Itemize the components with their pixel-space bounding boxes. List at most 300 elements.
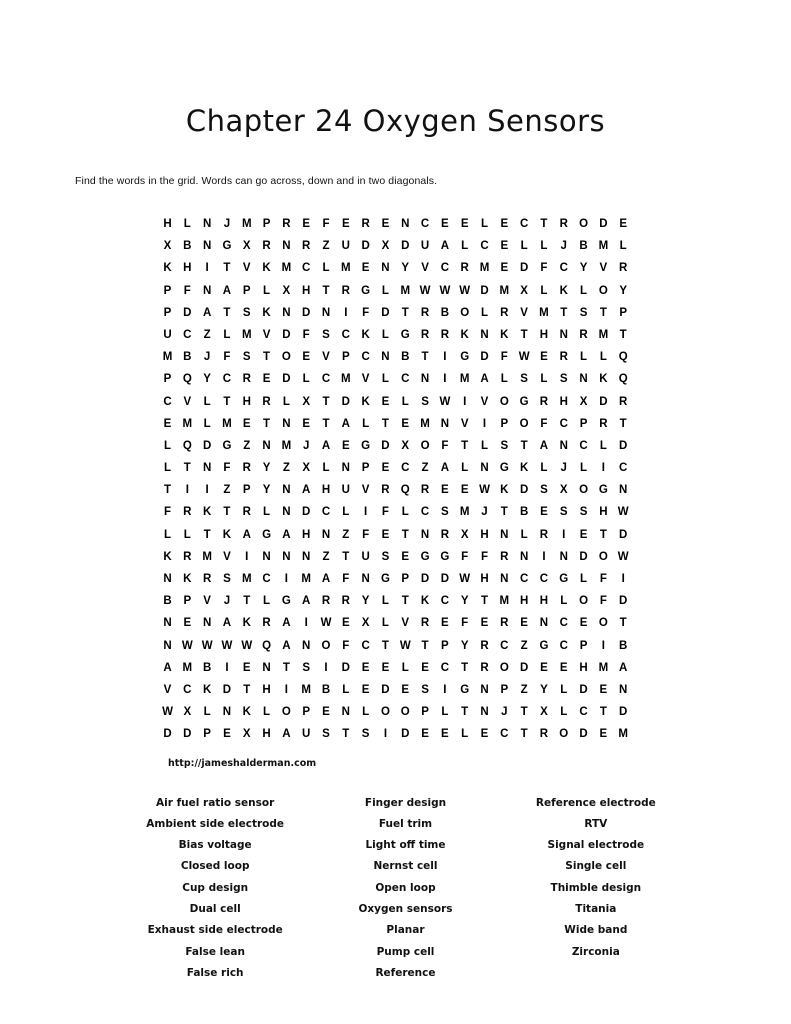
grid-row — [161, 657, 631, 679]
grid-cell: F — [461, 617, 469, 630]
grid-cell: A — [202, 306, 212, 319]
grid-cell: C — [559, 262, 568, 275]
grid-cell: X — [183, 706, 192, 719]
grid-cell: K — [599, 373, 608, 386]
grid-cell: T — [421, 351, 429, 364]
grid-cell: L — [461, 240, 469, 253]
grid-cell: E — [341, 439, 350, 452]
grid-cell: U — [420, 240, 430, 253]
grid-cell: J — [203, 351, 211, 364]
grid-cell: S — [559, 506, 568, 519]
grid-cell: T — [401, 306, 409, 319]
grid-cell: G — [559, 573, 569, 585]
grid-cell: N — [202, 462, 212, 475]
grid-cell: L — [381, 617, 389, 630]
grid-cell: L — [183, 218, 191, 230]
grid-cell: E — [381, 528, 390, 541]
grid-cell: R — [262, 395, 271, 408]
grid-cell: B — [519, 506, 529, 519]
grid-cell: N — [420, 528, 430, 541]
grid-cell: O — [519, 417, 529, 430]
grid-cell: J — [501, 706, 508, 719]
grid-cell: M — [301, 683, 311, 696]
grid-cell: W — [181, 639, 193, 652]
grid-cell: M — [341, 373, 351, 386]
grid-cell: M — [182, 417, 193, 430]
grid-cell: C — [302, 262, 311, 275]
grid-cell: D — [420, 573, 430, 585]
word-list-item: Planar — [386, 924, 425, 937]
grid-cell: Q — [182, 373, 192, 386]
grid-cell: L — [263, 506, 271, 519]
grid-cell: J — [560, 240, 567, 253]
grid-cell: X — [302, 395, 311, 408]
grid-cell: M — [598, 328, 609, 341]
instructions-text: Find the words in the grid. Words can go across, down and in two diagonals. — [75, 175, 438, 187]
grid-cell: G — [361, 439, 371, 452]
word-list-item: False lean — [185, 945, 245, 958]
grid-cell: E — [460, 218, 469, 230]
grid-cell: C — [440, 661, 450, 674]
word-list-item: Fuel trim — [378, 817, 433, 830]
grid-cell: I — [205, 484, 209, 497]
grid-cell: D — [222, 683, 232, 696]
grid-row — [161, 413, 631, 435]
grid-cell: L — [322, 462, 330, 475]
grid-cell: V — [262, 328, 271, 341]
grid-cell: A — [282, 639, 291, 652]
grid-cell: R — [539, 395, 549, 408]
grid-cell: E — [460, 484, 469, 497]
grid-cell: M — [598, 661, 609, 674]
word-list-item: Reference — [375, 966, 436, 979]
grid-cell: K — [242, 617, 251, 630]
grid-cell: E — [421, 661, 429, 674]
grid-cell: I — [621, 573, 625, 585]
grid-cell: F — [302, 328, 310, 341]
grid-cell: R — [599, 417, 608, 430]
grid-cell: K — [183, 573, 192, 585]
grid-cell: K — [163, 550, 172, 563]
grid-cell: N — [361, 573, 370, 585]
grid-cell: X — [242, 240, 251, 253]
grid-cell: J — [223, 595, 231, 608]
grid-cell: R — [559, 218, 568, 230]
grid-cell: E — [540, 506, 548, 519]
grid-cell: T — [560, 306, 568, 319]
grid-cell: G — [400, 328, 410, 341]
grid-cell: I — [284, 573, 288, 585]
grid-cell: N — [282, 417, 291, 430]
grid-cell: T — [461, 439, 469, 452]
grid-cell: L — [540, 373, 548, 386]
grid-cell: G — [539, 639, 549, 652]
grid-cell: J — [302, 439, 310, 452]
grid-cell: L — [163, 462, 172, 475]
word-list-item: Exhaust side electrode — [147, 924, 283, 937]
grid-cell: D — [480, 351, 489, 364]
grid-cell: I — [185, 484, 189, 497]
grid-cell: T — [540, 218, 548, 230]
grid-cell: R — [242, 373, 251, 386]
grid-cell: F — [322, 218, 330, 230]
grid-cell: L — [401, 661, 409, 674]
grid-cell: V — [460, 417, 469, 430]
grid-row — [161, 546, 631, 568]
grid-cell: T — [381, 417, 389, 430]
grid-cell: M — [420, 417, 430, 430]
grid-cell: R — [539, 528, 549, 541]
grid-cell: D — [599, 395, 608, 408]
word-list-item: Signal electrode — [547, 839, 645, 852]
grid-cell: Z — [223, 484, 231, 497]
grid-cell: N — [579, 373, 588, 386]
grid-cell: G — [598, 484, 608, 497]
grid-cell: N — [202, 218, 212, 230]
grid-cell: V — [599, 262, 608, 275]
grid-cell: B — [401, 351, 410, 364]
grid-cell: R — [500, 617, 509, 630]
grid-cell: W — [439, 284, 451, 297]
grid-cell: I — [284, 683, 288, 696]
grid-cell: G — [262, 528, 272, 541]
grid-cell: D — [519, 484, 529, 497]
grid-cell: T — [342, 550, 350, 563]
grid-cell: H — [163, 218, 172, 230]
grid-cell: R — [262, 240, 271, 253]
grid-cell: E — [401, 683, 410, 696]
grid-cell: R — [500, 550, 509, 563]
grid-cell: A — [341, 417, 350, 430]
grid-cell: E — [599, 728, 608, 741]
grid-cell: F — [163, 506, 172, 519]
grid-cell: A — [480, 373, 489, 386]
grid-cell: F — [362, 306, 370, 319]
grid-cell: M — [281, 439, 292, 452]
grid-cell: P — [421, 706, 429, 719]
grid-cell: H — [302, 528, 311, 541]
grid-row — [161, 391, 631, 413]
grid-cell: X — [302, 462, 311, 475]
grid-cell: P — [302, 706, 311, 719]
grid-cell: Y — [540, 683, 548, 696]
grid-cell: C — [579, 706, 588, 719]
grid-row — [161, 368, 631, 390]
grid-cell: L — [500, 373, 508, 386]
grid-cell: O — [321, 639, 331, 652]
grid-cell: N — [480, 462, 489, 475]
grid-cell: L — [560, 683, 568, 696]
word-list-item: Air fuel ratio sensor — [156, 796, 275, 809]
grid-cell: E — [401, 550, 410, 563]
grid-cell: T — [282, 661, 290, 674]
grid-cell: K — [262, 262, 271, 275]
grid-cell: C — [500, 639, 509, 652]
grid-cell: H — [599, 506, 608, 519]
grid-cell: P — [500, 417, 509, 430]
grid-cell: T — [243, 683, 251, 696]
grid-cell: V — [361, 373, 370, 386]
grid-cell: C — [163, 395, 172, 408]
grid-cell: I — [482, 417, 487, 430]
grid-cell: C — [440, 595, 450, 608]
grid-cell: F — [441, 439, 449, 452]
grid-cell: S — [520, 373, 528, 386]
grid-cell: Y — [460, 595, 469, 608]
grid-row — [161, 679, 631, 701]
grid-cell: L — [580, 462, 588, 475]
grid-cell: M — [618, 728, 628, 741]
grid-cell: D — [619, 595, 628, 608]
grid-cell: N — [480, 328, 489, 341]
grid-cell: X — [559, 484, 568, 497]
grid-cell: L — [401, 395, 409, 408]
grid-cell: N — [222, 706, 232, 719]
grid-cell: O — [400, 706, 410, 719]
grid-cell: W — [459, 573, 471, 585]
grid-cell: G — [380, 573, 390, 585]
grid-cell: N — [282, 484, 291, 497]
grid-cell: M — [459, 506, 470, 519]
grid-cell: N — [619, 484, 628, 497]
grid-row — [161, 324, 631, 346]
grid-cell: R — [480, 661, 489, 674]
grid-cell: A — [302, 484, 311, 497]
grid-cell: T — [520, 328, 528, 341]
grid-cell: W — [221, 639, 233, 652]
grid-cell: I — [443, 351, 447, 364]
grid-cell: E — [163, 417, 172, 430]
grid-cell: M — [241, 218, 252, 230]
word-list-column-2 — [310, 793, 500, 985]
grid-cell: E — [500, 240, 509, 253]
grid-cell: P — [262, 218, 271, 230]
grid-cell: B — [321, 683, 331, 696]
grid-cell: L — [441, 706, 449, 719]
grid-row — [161, 501, 631, 523]
grid-cell: N — [282, 240, 291, 253]
grid-cell: R — [559, 351, 568, 364]
grid-cell: K — [500, 484, 509, 497]
grid-cell: E — [500, 262, 509, 275]
grid-cell: X — [381, 240, 390, 253]
grid-cell: S — [500, 439, 509, 452]
grid-cell: T — [163, 484, 172, 497]
grid-cell: N — [302, 550, 311, 563]
grid-cell: E — [480, 728, 489, 741]
grid-cell: V — [520, 306, 528, 319]
grid-cell: P — [183, 595, 192, 608]
grid-row — [161, 612, 631, 634]
grid-cell: G — [222, 439, 232, 452]
grid-cell: N — [321, 528, 331, 541]
grid-cell: L — [580, 284, 588, 297]
grid-cell: I — [562, 528, 566, 541]
grid-cell: M — [202, 550, 212, 563]
grid-row — [161, 635, 631, 657]
grid-cell: E — [579, 528, 588, 541]
grid-cell: T — [263, 351, 271, 364]
word-list-item: Dual cell — [189, 902, 241, 915]
grid-cell: E — [242, 661, 251, 674]
grid-cell: L — [381, 328, 389, 341]
grid-cell: A — [242, 528, 251, 541]
grid-cell: W — [399, 639, 411, 652]
grid-cell: N — [262, 550, 271, 563]
grid-cell: C — [539, 573, 549, 585]
grid-cell: T — [619, 417, 627, 430]
grid-cell: X — [242, 728, 251, 741]
grid-cell: I — [304, 617, 308, 630]
grid-cell: O — [579, 218, 589, 230]
grid-cell: D — [163, 728, 172, 741]
grid-cell: M — [539, 306, 549, 319]
grid-cell: E — [381, 395, 390, 408]
grid-cell: P — [441, 639, 449, 652]
grid-cell: N — [420, 373, 430, 386]
grid-cell: O — [598, 550, 608, 563]
grid-cell: O — [499, 395, 509, 408]
grid-cell: D — [282, 328, 291, 341]
grid-cell: S — [540, 484, 548, 497]
grid-cell: N — [500, 573, 509, 585]
word-list-item: Bias voltage — [178, 839, 252, 852]
grid-cell: Y — [361, 595, 370, 608]
grid-cell: C — [361, 351, 370, 364]
grid-cell: H — [183, 262, 192, 275]
grid-cell: L — [461, 462, 469, 475]
grid-row — [161, 723, 631, 745]
grid-cell: R — [440, 528, 450, 541]
grid-cell: R — [183, 506, 192, 519]
grid-cell: R — [539, 728, 549, 741]
grid-cell: L — [520, 240, 528, 253]
grid-cell: K — [361, 395, 370, 408]
grid-cell: A — [440, 240, 450, 253]
grid-cell: D — [619, 528, 628, 541]
word-list-item: False rich — [186, 966, 244, 979]
grid-row — [161, 524, 631, 546]
grid-cell: F — [381, 506, 389, 519]
grid-cell: W — [320, 617, 332, 630]
grid-cell: L — [381, 595, 389, 608]
grid-cell: R — [420, 328, 430, 341]
grid-cell: C — [440, 262, 450, 275]
grid-cell: D — [381, 683, 390, 696]
grid-cell: T — [520, 706, 528, 719]
grid-cell: Y — [401, 262, 410, 275]
grid-cell: V — [480, 395, 489, 408]
grid-cell: A — [539, 439, 549, 452]
grid-cell: R — [420, 617, 430, 630]
grid-cell: X — [163, 240, 172, 253]
grid-cell: K — [262, 306, 271, 319]
grid-cell: E — [579, 617, 588, 630]
grid-cell: C — [262, 573, 271, 585]
grid-cell: F — [540, 262, 548, 275]
grid-cell: F — [342, 573, 350, 585]
grid-cell: M — [341, 262, 351, 275]
grid-row — [161, 302, 631, 324]
grid-cell: S — [421, 395, 429, 408]
grid-cell: K — [202, 683, 212, 696]
grid-cell: B — [579, 240, 588, 253]
grid-cell: C — [321, 373, 331, 386]
grid-row — [161, 568, 631, 590]
grid-cell: L — [580, 351, 588, 364]
grid-cell: X — [540, 706, 548, 719]
grid-cell: O — [598, 617, 608, 630]
grid-cell: T — [322, 284, 330, 297]
grid-cell: O — [420, 439, 430, 452]
grid-cell: N — [163, 573, 172, 585]
grid-cell: F — [480, 550, 489, 563]
grid-cell: Y — [460, 639, 469, 652]
grid-cell: N — [559, 550, 568, 563]
grid-cell: S — [381, 550, 390, 563]
grid-cell: N — [401, 218, 410, 230]
grid-cell: L — [203, 417, 211, 430]
grid-cell: U — [163, 328, 172, 341]
grid-cell: T — [619, 617, 627, 630]
grid-cell: P — [619, 306, 628, 319]
grid-cell: Z — [282, 462, 290, 475]
grid-cell: E — [441, 617, 449, 630]
grid-cell: M — [241, 328, 252, 341]
grid-cell: R — [321, 595, 331, 608]
grid-cell: L — [322, 262, 330, 275]
grid-cell: D — [579, 550, 588, 563]
grid-cell: C — [183, 328, 192, 341]
grid-cell: N — [282, 506, 291, 519]
grid-cell: R — [341, 595, 350, 608]
grid-cell: F — [599, 595, 607, 608]
grid-cell: D — [341, 661, 350, 674]
grid-cell: G — [519, 395, 529, 408]
grid-cell: R — [341, 284, 350, 297]
grid-cell: W — [201, 639, 213, 652]
grid-row — [161, 257, 631, 279]
grid-cell: K — [242, 706, 251, 719]
grid-cell: T — [461, 706, 469, 719]
grid-cell: M — [459, 373, 470, 386]
grid-cell: D — [440, 573, 450, 585]
grid-cell: T — [322, 395, 330, 408]
grid-cell: F — [183, 284, 191, 297]
grid-cell: D — [480, 284, 489, 297]
grid-cell: D — [183, 306, 192, 319]
grid-cell: T — [223, 395, 231, 408]
grid-cell: L — [381, 373, 389, 386]
word-list-item: Reference electrode — [535, 796, 656, 809]
word-list-column-3 — [501, 793, 691, 985]
grid-cell: J — [560, 462, 567, 475]
grid-cell: M — [598, 240, 609, 253]
grid-cell: N — [480, 683, 489, 696]
grid-cell: S — [441, 506, 449, 519]
grid-cell: P — [500, 683, 509, 696]
grid-cell: C — [519, 573, 529, 585]
grid-cell: M — [499, 284, 510, 297]
grid-cell: P — [341, 351, 350, 364]
grid-cell: Q — [618, 351, 628, 364]
grid-cell: C — [559, 639, 568, 652]
grid-cell: L — [461, 728, 469, 741]
grid-cell: Q — [262, 639, 272, 652]
grid-row — [161, 479, 631, 501]
grid-cell: V — [203, 595, 211, 608]
grid-cell: W — [162, 706, 173, 719]
